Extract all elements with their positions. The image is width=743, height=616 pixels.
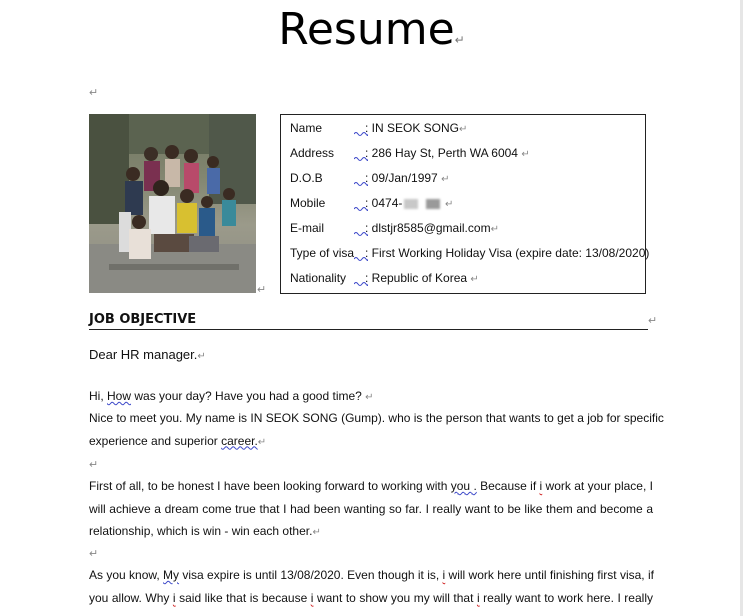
resume-title-text: Resume bbox=[278, 4, 455, 55]
paragraph-mark: ↵ bbox=[257, 284, 267, 296]
info-value: : Republic of Korea ↵ bbox=[365, 271, 479, 285]
text-line: will achieve a dream come true that I had been wanting so far. I really want to be like them and become a bbox=[89, 501, 653, 516]
info-label: E-mail bbox=[290, 221, 325, 235]
paragraph-visa bbox=[89, 564, 653, 609]
info-label: Nationality bbox=[290, 271, 347, 285]
text-line: First of all, to be honest I have been looking forward to working with you . Because if i work at your place, I bbox=[89, 479, 653, 493]
profile-photo bbox=[89, 114, 256, 293]
resume-title bbox=[0, 0, 743, 70]
job-objective-heading: JOB OBJECTIVE bbox=[89, 311, 648, 330]
info-value: : First Working Holiday Visa (expire date: 13/08/2020) bbox=[365, 246, 650, 260]
paragraph-mark: ↵ bbox=[89, 548, 99, 560]
paragraph-mark: ↵ bbox=[648, 315, 658, 327]
paragraph-motivation bbox=[89, 475, 653, 545]
text-line: experience and superior career.↵ bbox=[89, 433, 267, 448]
info-label: Type of visa bbox=[290, 246, 355, 260]
paragraph-introduction bbox=[89, 407, 664, 454]
text-line: Hi, How was your day? Have you had a good time? ↵ bbox=[89, 389, 374, 403]
info-label: D.O.B bbox=[290, 171, 323, 185]
redacted-digits bbox=[426, 199, 440, 209]
text-line: Nice to meet you. My name is IN SEOK SONG (Gump). who is the person that wants to get a job for specific bbox=[89, 411, 664, 425]
salutation: Dear HR manager.↵ bbox=[89, 347, 206, 362]
redacted-digits bbox=[404, 199, 418, 209]
info-value: : IN SEOK SONG↵ bbox=[365, 121, 468, 135]
info-label: Mobile bbox=[290, 196, 326, 210]
paragraph-mark: ↵ bbox=[454, 33, 465, 47]
paragraph-mark: ↵ bbox=[89, 87, 99, 99]
info-value: : 09/Jan/1997 ↵ bbox=[365, 171, 450, 185]
paragraph-mark: ↵ bbox=[89, 459, 99, 471]
info-value: : dlstjr8585@gmail.com↵ bbox=[365, 221, 499, 235]
text-line: As you know, My visa expire is until 13/08/2020. Even though it is, i will work here until finishing first visa, if bbox=[89, 568, 654, 582]
info-label: Address bbox=[290, 146, 335, 160]
paragraph-greeting bbox=[89, 385, 653, 410]
info-value: : 286 Hay St, Perth WA 6004 ↵ bbox=[365, 146, 530, 160]
personal-info-box bbox=[280, 114, 650, 294]
text-line: you allow. Why i said like that is because i want to show you my will that i really want to work here. I really bbox=[89, 590, 653, 605]
info-label: Name bbox=[290, 121, 323, 135]
info-value: : 0474- ↵ bbox=[365, 196, 454, 210]
text-line: relationship, which is win - win each other.↵ bbox=[89, 524, 321, 538]
